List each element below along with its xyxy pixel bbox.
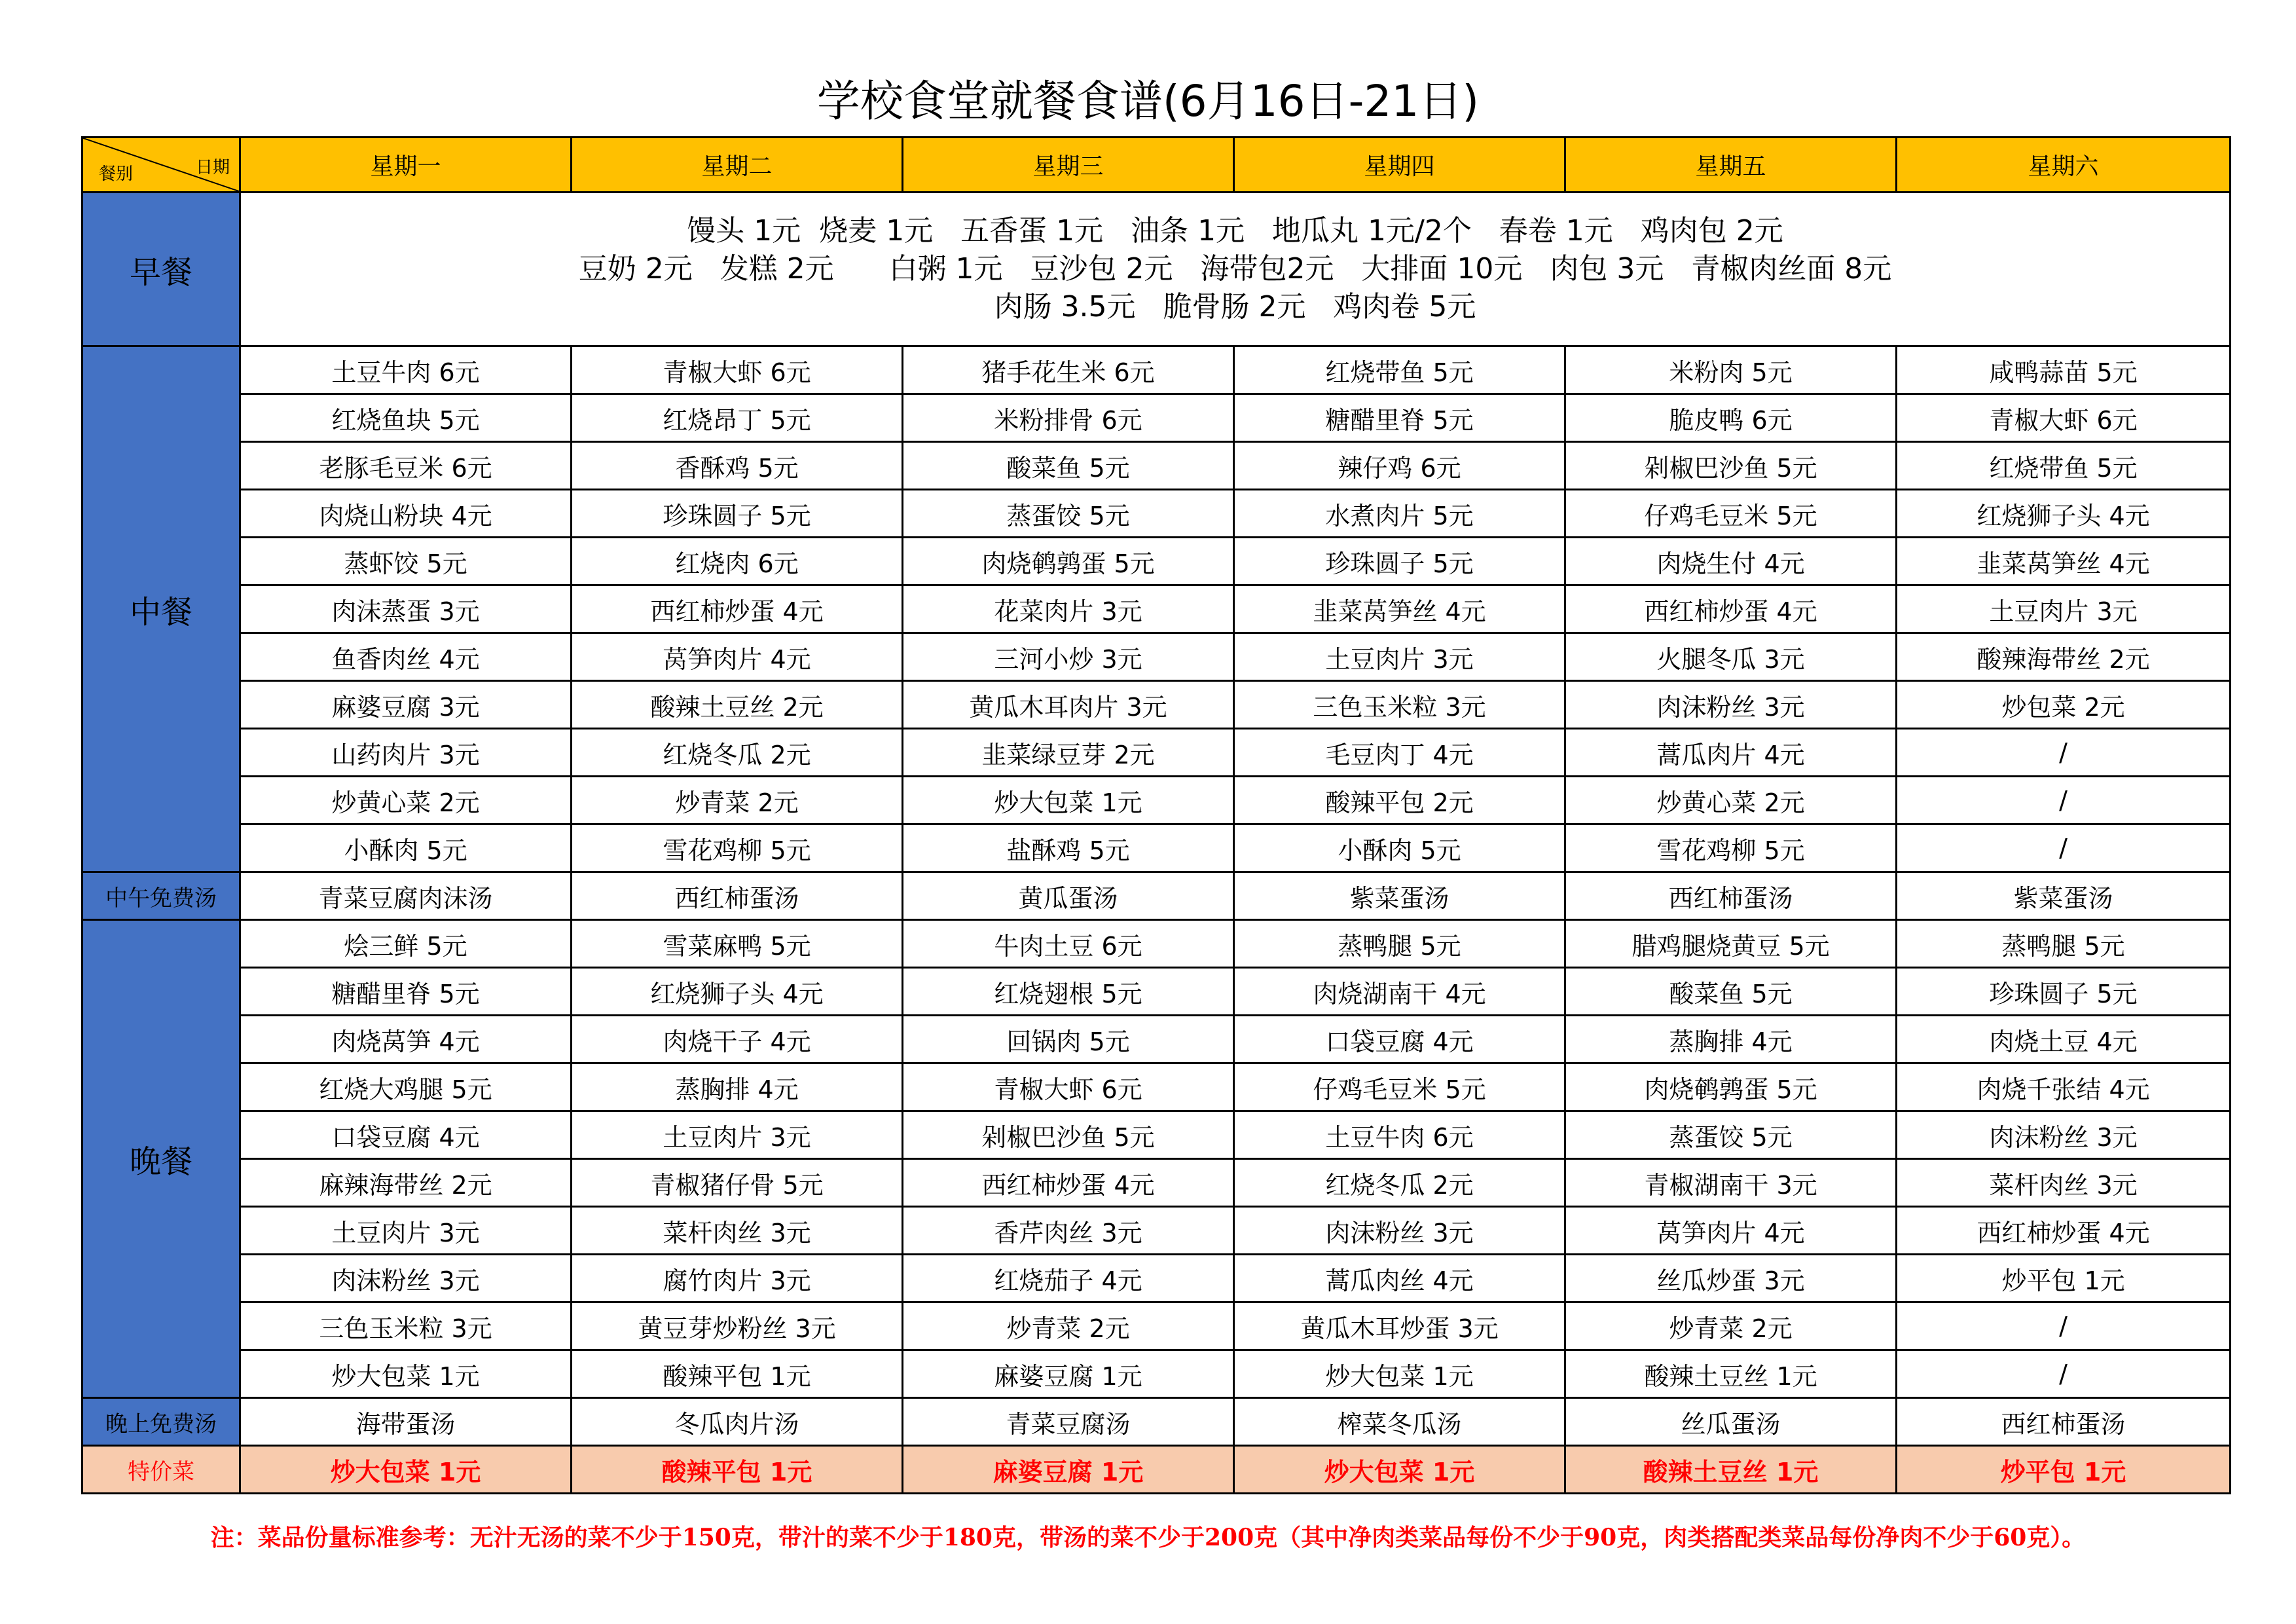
dinner-row xyxy=(82,1016,2231,1063)
lunch-soup-cell: 西红柿蛋汤 xyxy=(1565,872,1897,920)
dish-cell: 黄瓜木耳肉片 3元 xyxy=(903,681,1234,729)
lunch-row xyxy=(82,490,2231,538)
dish-cell: 红烧昂丁 5元 xyxy=(572,394,903,442)
dish-cell: 红烧狮子头 4元 xyxy=(1897,490,2231,538)
lunch-soup-cell: 紫菜蛋汤 xyxy=(1234,872,1565,920)
dish-cell: 雪花鸡柳 5元 xyxy=(1565,824,1897,872)
dish-cell: 黄豆芽炒粉丝 3元 xyxy=(572,1302,903,1350)
dish-cell: 酸辣平包 1元 xyxy=(572,1350,903,1398)
dish-cell: 西红柿炒蛋 4元 xyxy=(903,1159,1234,1207)
special-cell: 麻婆豆腐 1元 xyxy=(903,1446,1234,1494)
dinner-soup-cell: 榨菜冬瓜汤 xyxy=(1234,1398,1565,1446)
dish-cell: 酸辣海带丝 2元 xyxy=(1897,633,2231,681)
dish-cell: 炒黄心菜 2元 xyxy=(240,777,572,824)
dish-cell: 红烧带鱼 5元 xyxy=(1234,346,1565,394)
dish-cell: 鱼香肉丝 4元 xyxy=(240,633,572,681)
dish-cell: 蒸鸭腿 5元 xyxy=(1897,920,2231,968)
dish-cell: 土豆牛肉 6元 xyxy=(1234,1111,1565,1159)
breakfast-menu xyxy=(240,193,2231,346)
special-cell: 酸辣平包 1元 xyxy=(572,1446,903,1494)
breakfast-line: 豆奶 2元 发糕 2元 白粥 1元 豆沙包 2元 海带包2元 大排面 10元 肉包 3元 青椒肉丝面 8元 xyxy=(578,252,1892,286)
dish-cell: 咸鸭蒜苗 5元 xyxy=(1897,346,2231,394)
dinner-row xyxy=(82,968,2231,1016)
dinner-soup-cell: 西红柿蛋汤 xyxy=(1897,1398,2231,1446)
dinner-row xyxy=(82,1207,2231,1255)
dish-cell: 红烧茄子 4元 xyxy=(903,1255,1234,1302)
dish-cell: 酸菜鱼 5元 xyxy=(1565,968,1897,1016)
dish-cell: 炒黄心菜 2元 xyxy=(1565,777,1897,824)
meal-axis-label: 餐别 xyxy=(99,164,134,184)
special-label: 特价菜 xyxy=(82,1446,240,1494)
dish-cell: 腐竹肉片 3元 xyxy=(572,1255,903,1302)
dish-cell: 蒿瓜肉丝 4元 xyxy=(1234,1255,1565,1302)
dish-cell: 麻辣海带丝 2元 xyxy=(240,1159,572,1207)
dish-cell: 菜杆肉丝 3元 xyxy=(1897,1159,2231,1207)
dish-cell: 麻婆豆腐 1元 xyxy=(903,1350,1234,1398)
dish-cell: 韭菜莴笋丝 4元 xyxy=(1234,585,1565,633)
dish-cell: 土豆肉片 3元 xyxy=(572,1111,903,1159)
day-header: 星期一 xyxy=(240,138,572,193)
dinner-soup-cell: 青菜豆腐汤 xyxy=(903,1398,1234,1446)
dish-cell: 珍珠圆子 5元 xyxy=(572,490,903,538)
dinner-row xyxy=(82,1159,2231,1207)
dish-cell: 炒大包菜 1元 xyxy=(903,777,1234,824)
dish-cell: 肉烧鹌鹑蛋 5元 xyxy=(903,538,1234,585)
dish-cell: 酸辣平包 2元 xyxy=(1234,777,1565,824)
header-row xyxy=(82,138,2231,193)
lunch-soup-label: 中午免费汤 xyxy=(82,872,240,920)
dish-cell: 丝瓜炒蛋 3元 xyxy=(1565,1255,1897,1302)
dish-cell: 红烧冬瓜 2元 xyxy=(572,729,903,777)
dish-cell: 红烧带鱼 5元 xyxy=(1897,442,2231,490)
dish-cell: 青椒湖南干 3元 xyxy=(1565,1159,1897,1207)
dish-cell: 土豆肉片 3元 xyxy=(1897,585,2231,633)
dinner-row xyxy=(82,1255,2231,1302)
dish-cell: 水煮肉片 5元 xyxy=(1234,490,1565,538)
dish-cell: 小酥肉 5元 xyxy=(240,824,572,872)
dish-cell: 酸菜鱼 5元 xyxy=(903,442,1234,490)
breakfast-line: 馒头 1元 烧麦 1元 五香蛋 1元 油条 1元 地瓜丸 1元/2个 春卷 1元 鸡肉包 2元 xyxy=(687,214,1783,248)
day-header: 星期五 xyxy=(1565,138,1897,193)
lunch-row xyxy=(82,538,2231,585)
breakfast-label: 早餐 xyxy=(82,193,240,346)
dish-cell: 仔鸡毛豆米 5元 xyxy=(1234,1063,1565,1111)
dish-cell: 三色玉米粒 3元 xyxy=(240,1302,572,1350)
special-cell: 炒大包菜 1元 xyxy=(240,1446,572,1494)
dish-cell: 炒包菜 2元 xyxy=(1897,681,2231,729)
dish-cell: 红烧大鸡腿 5元 xyxy=(240,1063,572,1111)
dish-cell: 黄瓜木耳炒蛋 3元 xyxy=(1234,1302,1565,1350)
dish-cell: 菜杆肉丝 3元 xyxy=(572,1207,903,1255)
dinner-soup-cell: 丝瓜蛋汤 xyxy=(1565,1398,1897,1446)
dish-cell: 炒青菜 2元 xyxy=(1565,1302,1897,1350)
dish-cell: 珍珠圆子 5元 xyxy=(1234,538,1565,585)
dish-cell: 肉烧湖南干 4元 xyxy=(1234,968,1565,1016)
dish-cell: 红烧冬瓜 2元 xyxy=(1234,1159,1565,1207)
dish-cell: 三色玉米粒 3元 xyxy=(1234,681,1565,729)
dish-cell: 糖醋里脊 5元 xyxy=(240,968,572,1016)
dish-cell: 肉烧莴笋 4元 xyxy=(240,1016,572,1063)
dish-cell: 肉沫粉丝 3元 xyxy=(1897,1111,2231,1159)
lunch-soup-cell: 青菜豆腐肉沫汤 xyxy=(240,872,572,920)
dish-cell: 肉沫蒸蛋 3元 xyxy=(240,585,572,633)
dish-cell: 香芹肉丝 3元 xyxy=(903,1207,1234,1255)
lunch-row xyxy=(82,681,2231,729)
dish-cell: 雪花鸡柳 5元 xyxy=(572,824,903,872)
day-header: 星期二 xyxy=(572,138,903,193)
dish-cell: 口袋豆腐 4元 xyxy=(1234,1016,1565,1063)
dish-cell: / xyxy=(1897,777,2231,824)
lunch-row xyxy=(82,346,2231,394)
dish-cell: 炒青菜 2元 xyxy=(903,1302,1234,1350)
dish-cell: 青椒大虾 6元 xyxy=(1897,394,2231,442)
dish-cell: 韭菜绿豆芽 2元 xyxy=(903,729,1234,777)
dinner-row xyxy=(82,1063,2231,1111)
dish-cell: 肉沫粉丝 3元 xyxy=(240,1255,572,1302)
dish-cell: 肉烧山粉块 4元 xyxy=(240,490,572,538)
portion-note: 注：菜品份量标准参考：无汁无汤的菜不少于150克，带汁的菜不少于180克，带汤的菜不少于200克（其中净肉类菜品每份不少于90克，肉类搭配类菜品每份净肉不少于60克）。 xyxy=(210,1524,2086,1551)
dish-cell: 肉烧千张结 4元 xyxy=(1897,1063,2231,1111)
special-cell: 炒平包 1元 xyxy=(1897,1446,2231,1494)
dinner-row xyxy=(82,1350,2231,1398)
dish-cell: 肉烧鹌鹑蛋 5元 xyxy=(1565,1063,1897,1111)
dish-cell: / xyxy=(1897,729,2231,777)
date-axis-label: 日期 xyxy=(195,158,230,177)
dinner-row xyxy=(82,920,2231,968)
day-header: 星期三 xyxy=(903,138,1234,193)
dish-cell: 剁椒巴沙鱼 5元 xyxy=(1565,442,1897,490)
dish-cell: 蒿瓜肉片 4元 xyxy=(1565,729,1897,777)
dinner-soup-row xyxy=(82,1398,2231,1446)
dish-cell: 猪手花生米 6元 xyxy=(903,346,1234,394)
dish-cell: 肉烧土豆 4元 xyxy=(1897,1016,2231,1063)
dish-cell: 蒸胸排 4元 xyxy=(1565,1016,1897,1063)
dish-cell: 莴笋肉片 4元 xyxy=(1565,1207,1897,1255)
dish-cell: 花菜肉片 3元 xyxy=(903,585,1234,633)
dish-cell: 炒大包菜 1元 xyxy=(240,1350,572,1398)
dish-cell: 牛肉土豆 6元 xyxy=(903,920,1234,968)
breakfast-line: 肉肠 3.5元 脆骨肠 2元 鸡肉卷 5元 xyxy=(994,290,1476,323)
dinner-soup-cell: 海带蛋汤 xyxy=(240,1398,572,1446)
dish-cell: 炒青菜 2元 xyxy=(572,777,903,824)
special-row xyxy=(82,1446,2231,1494)
dish-cell: 土豆肉片 3元 xyxy=(240,1207,572,1255)
corner-cell xyxy=(82,138,240,193)
day-header: 星期六 xyxy=(1897,138,2231,193)
dinner-soup-cell: 冬瓜肉片汤 xyxy=(572,1398,903,1446)
dish-cell: 烩三鲜 5元 xyxy=(240,920,572,968)
dish-cell: 蒸鸭腿 5元 xyxy=(1234,920,1565,968)
day-header: 星期四 xyxy=(1234,138,1565,193)
dish-cell: 红烧肉 6元 xyxy=(572,538,903,585)
dinner-row xyxy=(82,1302,2231,1350)
dish-cell: 雪菜麻鸭 5元 xyxy=(572,920,903,968)
dish-cell: 酸辣土豆丝 1元 xyxy=(1565,1350,1897,1398)
lunch-soup-row xyxy=(82,872,2231,920)
dish-cell: / xyxy=(1897,824,2231,872)
dish-cell: / xyxy=(1897,1350,2231,1398)
lunch-label: 中餐 xyxy=(82,346,240,872)
breakfast-row xyxy=(82,193,2231,346)
lunch-row xyxy=(82,585,2231,633)
dish-cell: / xyxy=(1897,1302,2231,1350)
dish-cell: 口袋豆腐 4元 xyxy=(240,1111,572,1159)
dish-cell: 回锅肉 5元 xyxy=(903,1016,1234,1063)
dinner-label: 晚餐 xyxy=(82,920,240,1398)
dish-cell: 莴笋肉片 4元 xyxy=(572,633,903,681)
dish-cell: 盐酥鸡 5元 xyxy=(903,824,1234,872)
dish-cell: 老豚毛豆米 6元 xyxy=(240,442,572,490)
dish-cell: 红烧鱼块 5元 xyxy=(240,394,572,442)
dish-cell: 西红柿炒蛋 4元 xyxy=(1897,1207,2231,1255)
dish-cell: 土豆牛肉 6元 xyxy=(240,346,572,394)
dish-cell: 仔鸡毛豆米 5元 xyxy=(1565,490,1897,538)
dish-cell: 米粉肉 5元 xyxy=(1565,346,1897,394)
dish-cell: 青椒大虾 6元 xyxy=(572,346,903,394)
dish-cell: 腊鸡腿烧黄豆 5元 xyxy=(1565,920,1897,968)
lunch-soup-cell: 黄瓜蛋汤 xyxy=(903,872,1234,920)
dish-cell: 珍珠圆子 5元 xyxy=(1897,968,2231,1016)
lunch-soup-cell: 西红柿蛋汤 xyxy=(572,872,903,920)
lunch-row xyxy=(82,442,2231,490)
dish-cell: 蒸蛋饺 5元 xyxy=(1565,1111,1897,1159)
special-cell: 酸辣土豆丝 1元 xyxy=(1565,1446,1897,1494)
dish-cell: 土豆肉片 3元 xyxy=(1234,633,1565,681)
dinner-soup-label: 晚上免费汤 xyxy=(82,1398,240,1446)
dish-cell: 毛豆肉丁 4元 xyxy=(1234,729,1565,777)
dish-cell: 蒸胸排 4元 xyxy=(572,1063,903,1111)
special-cell: 炒大包菜 1元 xyxy=(1234,1446,1565,1494)
dish-cell: 炒大包菜 1元 xyxy=(1234,1350,1565,1398)
corner-diagonal xyxy=(83,138,239,191)
dish-cell: 辣仔鸡 6元 xyxy=(1234,442,1565,490)
dish-cell: 剁椒巴沙鱼 5元 xyxy=(903,1111,1234,1159)
dish-cell: 青椒大虾 6元 xyxy=(903,1063,1234,1111)
lunch-row xyxy=(82,729,2231,777)
lunch-row xyxy=(82,777,2231,824)
dish-cell: 三河小炒 3元 xyxy=(903,633,1234,681)
dish-cell: 小酥肉 5元 xyxy=(1234,824,1565,872)
dish-cell: 西红柿炒蛋 4元 xyxy=(1565,585,1897,633)
dish-cell: 蒸虾饺 5元 xyxy=(240,538,572,585)
dish-cell: 西红柿炒蛋 4元 xyxy=(572,585,903,633)
dinner-row xyxy=(82,1111,2231,1159)
dish-cell: 米粉排骨 6元 xyxy=(903,394,1234,442)
dish-cell: 肉沫粉丝 3元 xyxy=(1234,1207,1565,1255)
menu-table xyxy=(81,136,2231,1494)
dish-cell: 麻婆豆腐 3元 xyxy=(240,681,572,729)
dish-cell: 酸辣土豆丝 2元 xyxy=(572,681,903,729)
dish-cell: 香酥鸡 5元 xyxy=(572,442,903,490)
dish-cell: 青椒猪仔骨 5元 xyxy=(572,1159,903,1207)
dish-cell: 糖醋里脊 5元 xyxy=(1234,394,1565,442)
dish-cell: 肉烧干子 4元 xyxy=(572,1016,903,1063)
lunch-soup-cell: 紫菜蛋汤 xyxy=(1897,872,2231,920)
dish-cell: 脆皮鸭 6元 xyxy=(1565,394,1897,442)
lunch-row xyxy=(82,394,2231,442)
dish-cell: 山药肉片 3元 xyxy=(240,729,572,777)
dish-cell: 韭菜莴笋丝 4元 xyxy=(1897,538,2231,585)
dish-cell: 肉沫粉丝 3元 xyxy=(1565,681,1897,729)
dish-cell: 红烧翅根 5元 xyxy=(903,968,1234,1016)
dish-cell: 红烧狮子头 4元 xyxy=(572,968,903,1016)
lunch-row xyxy=(82,824,2231,872)
dish-cell: 肉烧生付 4元 xyxy=(1565,538,1897,585)
dish-cell: 火腿冬瓜 3元 xyxy=(1565,633,1897,681)
dish-cell: 炒平包 1元 xyxy=(1897,1255,2231,1302)
page-title: 学校食堂就餐食谱(6月16日-21日) xyxy=(816,76,1480,126)
dish-cell: 蒸蛋饺 5元 xyxy=(903,490,1234,538)
lunch-row xyxy=(82,633,2231,681)
